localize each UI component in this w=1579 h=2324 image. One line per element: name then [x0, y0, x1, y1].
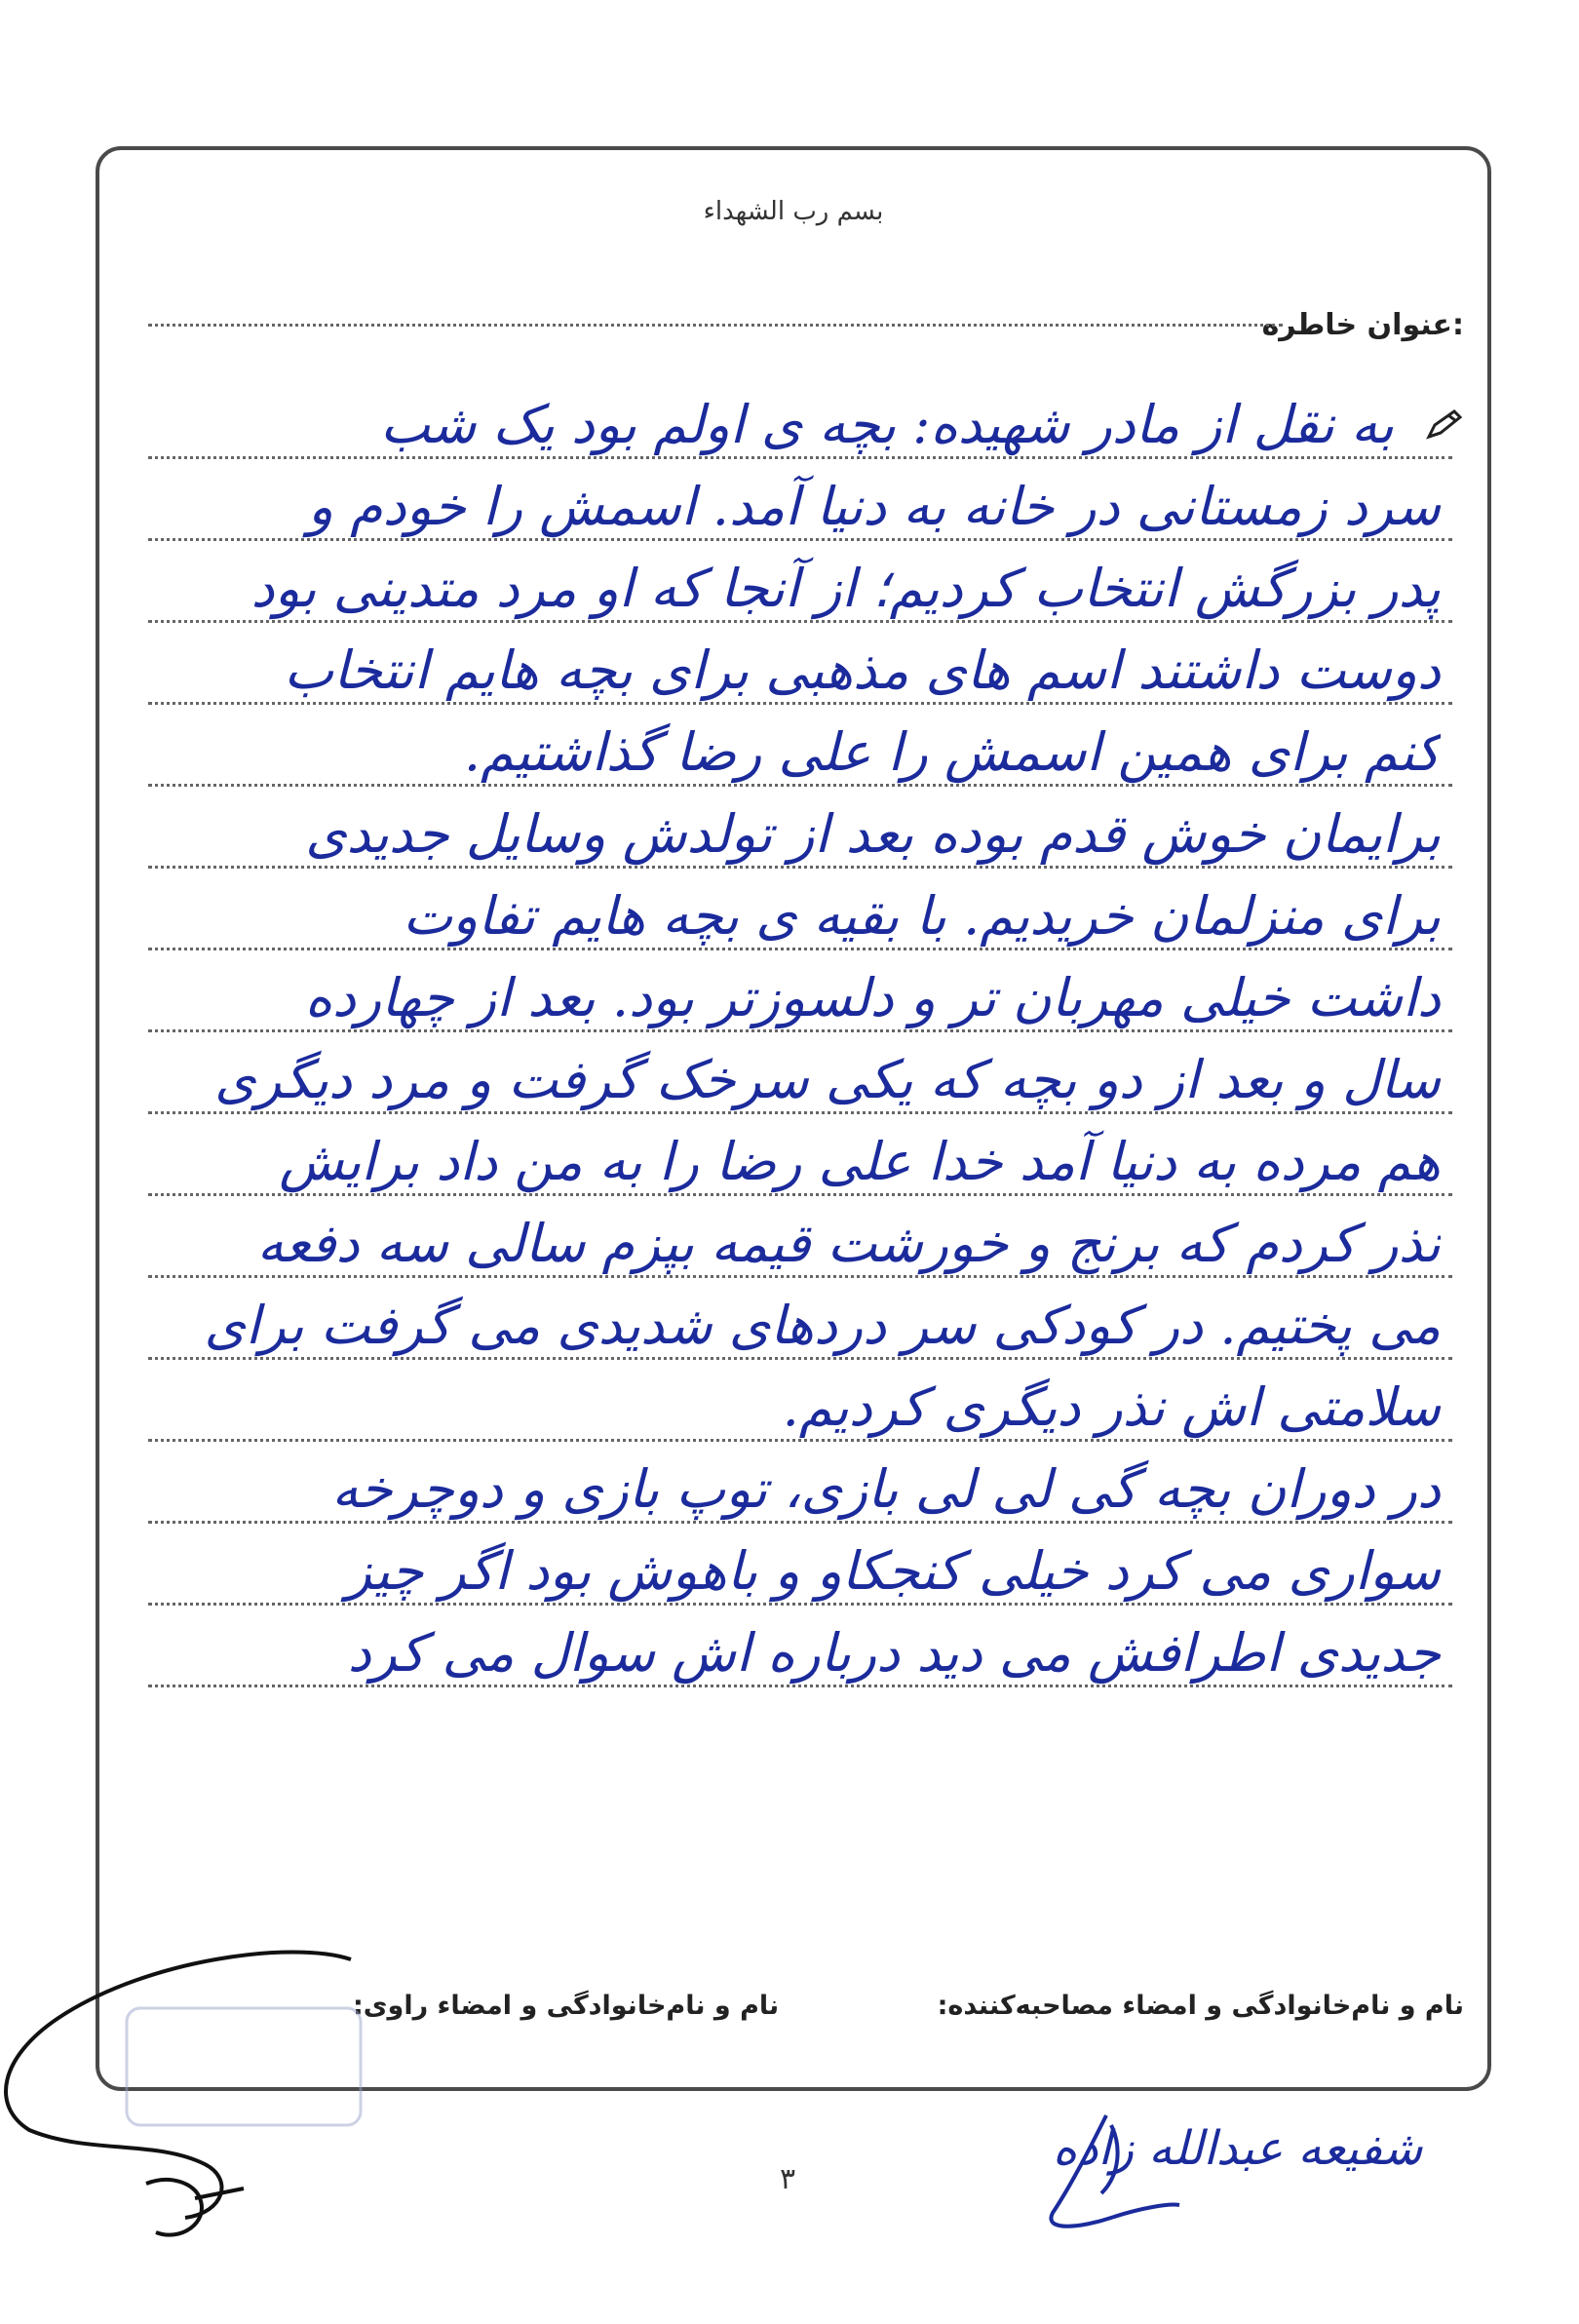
handwritten-line: کنم برای همین اسمش را علی رضا گذاشتیم. [463, 721, 1441, 783]
handwritten-line: می پختیم. در کودکی سر دردهای شدیدی می گرفت برای [204, 1295, 1441, 1356]
pen-icon [1425, 406, 1464, 445]
interviewer-label: نام و نام‌خانوادگی و امضاء مصاحبه‌کننده: [937, 1991, 1464, 2021]
dotted-rule [148, 1193, 1452, 1196]
narrator-label: نام و نام‌خانوادگی و امضاء راوی: [353, 1991, 780, 2021]
handwritten-line: دوست داشتند اسم های مذهبی برای بچه هایم انتخاب [284, 639, 1441, 701]
dotted-rule [148, 1029, 1452, 1032]
dotted-rule [148, 1521, 1452, 1524]
handwritten-line: پدر بزرگش انتخاب کردیم؛ از آنجا که او مرد متدینی بود [250, 558, 1441, 619]
handwritten-line: نذر کردم که برنج و خورشت قیمه بپزم سالی سه دفعه [256, 1213, 1441, 1274]
handwritten-line: برای منزلمان خریدیم. با بقیه ی بچه هایم تفاوت [403, 885, 1441, 947]
dotted-rule [148, 866, 1452, 869]
dotted-rule [148, 948, 1452, 950]
title-dotted-line [148, 324, 1283, 327]
handwritten-line: به نقل از مادر شهیده: بچه ی اولم بود یک شب [380, 394, 1394, 455]
handwritten-line: سال و بعد از دو بچه که یکی سرخک گرفت و مرد دیگری [214, 1049, 1441, 1110]
handwritten-line: سلامتی اش نذر دیگری کردیم. [782, 1376, 1441, 1438]
interviewer-signature: شفیعه عبدالله زاده [1053, 2121, 1423, 2176]
dotted-rule [148, 784, 1452, 787]
dotted-rule [148, 456, 1452, 459]
handwritten-line: هم مرده به دنیا آمد خدا علی رضا را به من داد برایش [279, 1131, 1441, 1192]
dotted-rule [148, 1439, 1452, 1442]
handwritten-line: برایمان خوش قدم بوده بعد از تولدش وسایل جدیدی [305, 803, 1441, 865]
page-number: ۳ [780, 2162, 796, 2196]
dotted-rule [148, 1357, 1452, 1360]
handwritten-line: در دوران بچه گی لی لی بازی، توپ بازی و دوچرخه [331, 1458, 1441, 1520]
dotted-rule [148, 1111, 1452, 1114]
dotted-rule [148, 1275, 1452, 1278]
dotted-rule [148, 702, 1452, 705]
memoir-title-label: عنوان خاطره: [1261, 308, 1464, 342]
dotted-rule [148, 1685, 1452, 1687]
handwritten-line: سرد زمستانی در خانه به دنیا آمد. اسمش را خودم و [307, 476, 1441, 537]
handwritten-line: داشت خیلی مهربان تر و دلسوزتر بود. بعد از چهارده [304, 967, 1441, 1028]
dotted-rule [148, 1603, 1452, 1606]
dotted-rule [148, 620, 1452, 623]
page-heading: بسم رب الشهداء [703, 197, 884, 226]
handwritten-line: سواری می کرد خیلی کنجکاو و باهوش بود اگر چیز [345, 1540, 1441, 1602]
form-frame [96, 146, 1491, 2091]
handwritten-line: جدیدی اطرافش می دید درباره اش سوال می کرد [347, 1622, 1441, 1684]
dotted-rule [148, 538, 1452, 541]
